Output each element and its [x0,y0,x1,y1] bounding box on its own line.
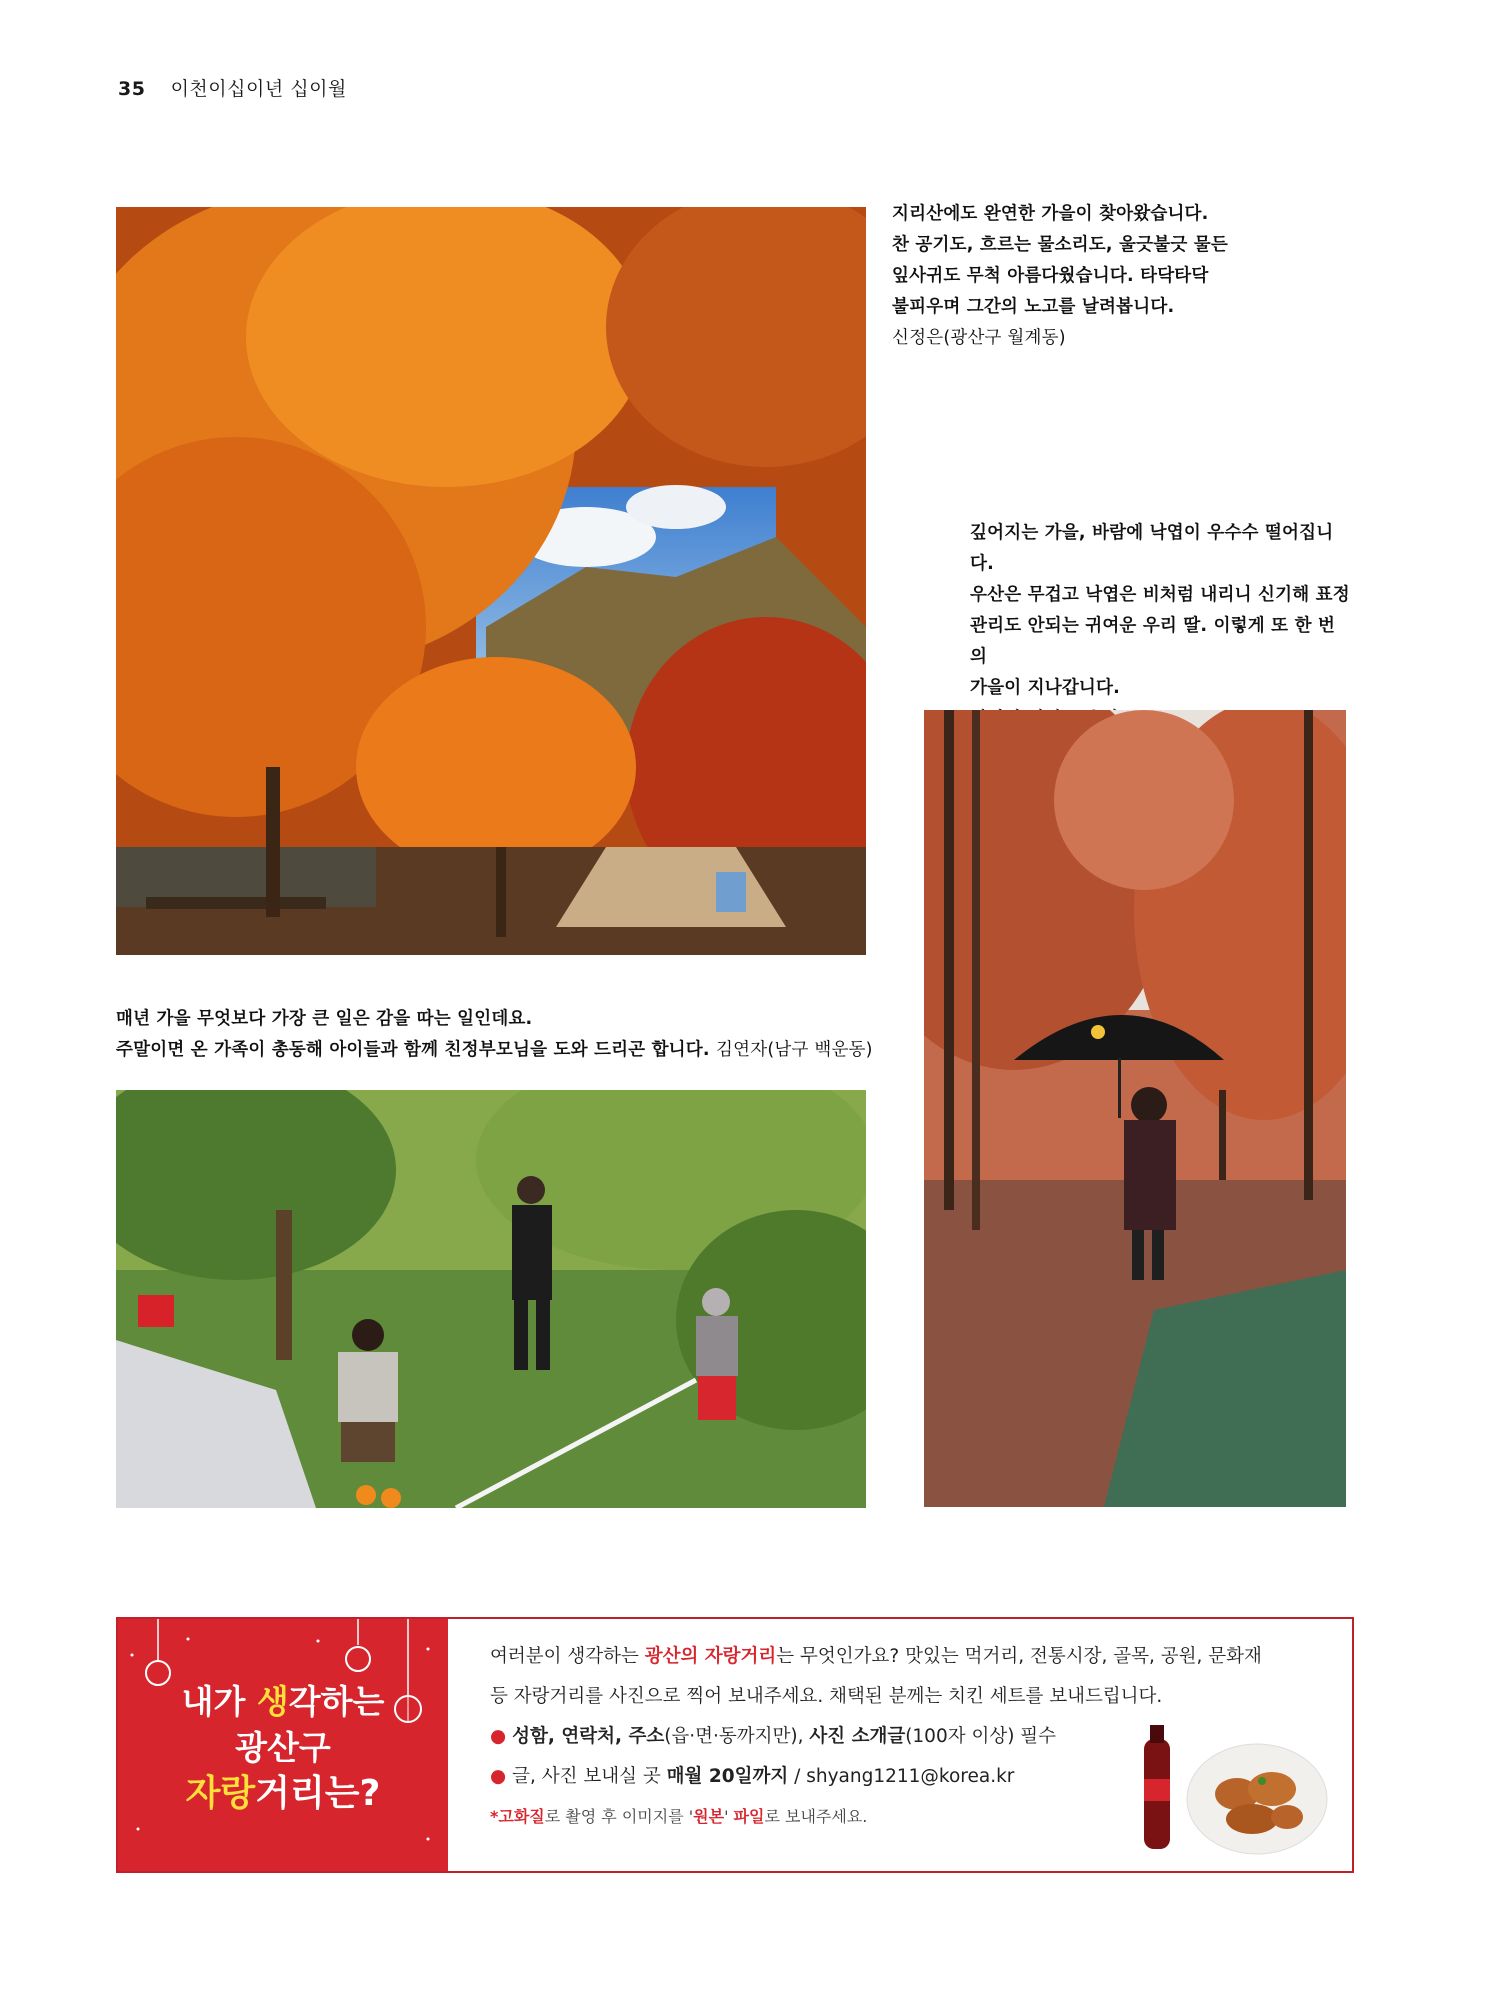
page-header [118,74,347,101]
title-text: 각하는 [288,1682,385,1721]
photo-girl-umbrella [924,710,1346,1507]
banner-paragraph: 등 자랑거리를 사진으로 찍어 보내주세요. 채택된 분께는 치킨 세트를 보내드립니다. [490,1686,1163,1707]
text: ' [724,1807,734,1826]
text-highlight: 고화질 [498,1807,545,1826]
caption-line: 잎사귀도 무척 아름다웠습니다. 타닥타닥 [892,266,1209,286]
text: 로 촬영 후 이미지를 ' [544,1807,694,1826]
title-text: 광산구 [235,1728,331,1767]
text-highlight: 파일 [733,1807,765,1826]
caption-line: 매년 가을 무엇보다 가장 큰 일은 감을 따는 일인데요. [116,1009,533,1029]
bullet-icon: ● [490,1766,507,1787]
caption-jirisan [892,199,1332,354]
text: 여러분이 생각하는 [490,1646,645,1667]
text-highlight: 광산의 자랑거리 [644,1646,777,1667]
title-text: 거리는? [255,1773,381,1814]
caption-line: 가을이 지나갑니다. [970,678,1120,698]
text: 글, 사진 보내실 곳 [512,1766,667,1787]
title-highlight: 자랑 [185,1773,256,1814]
issue-date: 이천이십이년 십이월 [170,78,347,100]
caption-line: 불피우며 그간의 노고를 날려봅니다. [892,297,1175,317]
text-highlight: * [490,1807,499,1826]
text: 는 무엇인가요? 맛있는 먹거리, 전통시장, 골목, 공원, 문화재 [776,1646,1262,1667]
title-highlight: 생 [256,1682,289,1721]
title-text: 내가 [181,1682,257,1721]
caption-line: 우산은 무겁고 낙엽은 비처럼 내리니 신기해 표정 [970,585,1350,605]
caption-umbrella [970,518,1350,735]
text-highlight: 원본 [693,1807,725,1826]
text-bold: 사진 소개글 [809,1726,906,1747]
caption-line: 찬 공기도, 흐르는 물소리도, 울긋불긋 물든 [892,235,1228,255]
bullet-icon: ● [490,1726,507,1747]
caption-persimmon [116,1004,896,1066]
photo-autumn-camping [116,207,866,955]
text-bold: 매월 20일까지 [666,1766,789,1787]
banner-title-panel [118,1619,448,1871]
landmark-contest-banner [116,1617,1354,1873]
caption-line: 지리산에도 완연한 가을이 찾아왔습니다. [892,204,1209,224]
caption-line: 주말이면 온 가족이 총동해 아이들과 함께 친정부모님을 도와 드리곤 합니다. [116,1040,710,1060]
photo-persimmon-picking [116,1090,866,1508]
text: (읍·면·동까지만), [664,1726,810,1747]
banner-paragraph [490,1637,1320,1677]
caption-line: 깊어지는 가을, 바람에 낙엽이 우수수 떨어집니다. [970,523,1334,574]
text: 로 보내주세요. [764,1807,868,1826]
text: (100자 이상) 필수 [905,1726,1057,1747]
email-text: / shyang1211@korea.kr [788,1766,1015,1787]
banner-title [118,1679,448,1817]
text-bold: 성함, 연락처, 주소 [512,1726,665,1747]
caption-author: 신정은(광산구 월계동) [892,328,1066,348]
page-number: 35 [118,78,146,100]
caption-line: 관리도 안되는 귀여운 우리 딸. 이렇게 또 한 번의 [970,616,1336,667]
caption-author: 김연자(남구 백운동) [716,1040,873,1060]
chicken-plate-icon [1132,1719,1332,1859]
